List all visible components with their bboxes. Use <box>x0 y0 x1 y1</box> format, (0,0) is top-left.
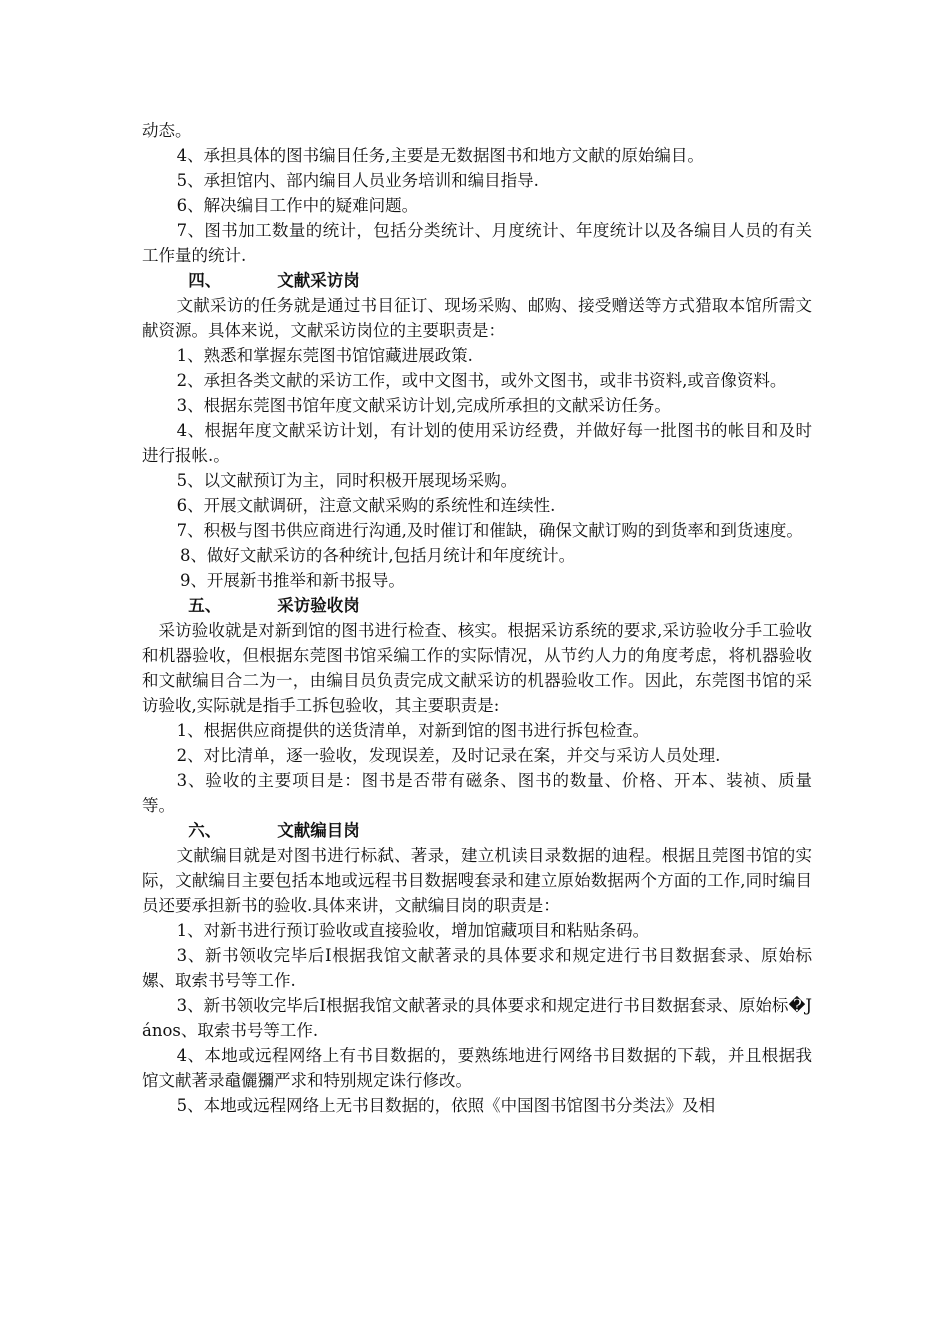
section-heading <box>142 268 812 293</box>
body-paragraph: 5、承担馆内、部内编目人员业务培训和编目指导. <box>176 171 539 190</box>
body-paragraph: 2、对比清单，逐一验收，发现误差，及时记录在案，并交与采访人员处理. <box>176 746 721 765</box>
section-heading <box>142 818 812 843</box>
body-paragraph: 动态。 <box>142 121 192 140</box>
body-paragraph: 5、本地或远程网络上无书目数据的，依照《中国图书馆图书分类法》及相 <box>176 1096 716 1115</box>
section-title: 文献编目岗 <box>277 821 360 840</box>
body-paragraph: 8、做好文献采访的各种统计,包括月统计和年度统计。 <box>179 546 576 565</box>
body-paragraph: 4、承担具体的图书编目任务,主要是无数据图书和地方文献的原始编目。 <box>176 146 704 165</box>
document-body <box>142 118 812 1118</box>
body-paragraph: 5、以文献预订为主，同时积极开展现场采购。 <box>176 471 518 490</box>
section-number: 四、 <box>188 271 222 290</box>
body-paragraph: 3、根据东莞图书馆年度文献采访计划,完成所承担的文献采访任务。 <box>176 396 671 415</box>
body-paragraph: 采访验收就是对新到馆的图书进行检查、核实。根据采访系统的要求,采访验收分手工验收和机器验收，但根据东莞图书馆采编工作的实际情况，从节约人力的角度考虑，将机器验收和文献编目合二为一，由编目员负责完成文献采访的机器验收工作。因此，东莞图书馆的采访验收,实际就是指手工拆包验收，其主要职责是: <box>142 621 812 715</box>
section-heading <box>142 593 812 618</box>
body-paragraph: 9、开展新书推举和新书报导。 <box>179 571 405 590</box>
section-number: 五、 <box>188 596 222 615</box>
body-paragraph: 4、根据年度文献采访计划，有计划的使用采访经费，并做好每一批图书的帐目和及时进行报帐.。 <box>142 421 812 465</box>
body-paragraph: 6、开展文献调研，注意文献采购的系统性和连续性. <box>176 496 556 515</box>
body-paragraph: 3、新书领收完毕后Ⅰ根据我馆文献著录的具体要求和规定进行书目数据套录、原始标嫘、取索书号等工作. <box>142 946 812 990</box>
section-number: 六、 <box>188 821 222 840</box>
body-paragraph: 3、验收的主要项目是：图书是否带有磁条、图书的数量、价格、开本、装祯、质量等。 <box>142 771 812 815</box>
body-paragraph: 7、图书加工数量的统计，包括分类统计、月度统计、年度统计以及各编目人员的有关工作量的统计. <box>142 221 812 265</box>
body-paragraph: 4、本地或远程网络上有书目数据的，要熟练地进行网络书目数据的下载，并且根据我馆文献著录鼀儷獼严求和特别规定诛行修改。 <box>142 1046 812 1090</box>
body-paragraph: 文献采访的任务就是通过书目征订、现场采购、邮购、接受赠送等方式猎取本馆所需文献资源。具体来说，文献采访岗位的主要职责是： <box>142 296 812 340</box>
body-paragraph: 1、对新书进行预订验收或直接验收，增加馆藏项目和粘贴条码。 <box>176 921 650 940</box>
section-title: 采访验收岗 <box>277 596 360 615</box>
body-paragraph: 7、积极与图书供应商进行沟通,及时催订和催缺，确保文献订购的到货率和到货速度。 <box>176 521 803 540</box>
body-paragraph: 1、根据供应商提供的送货清单，对新到馆的图书进行拆包检查。 <box>176 721 650 740</box>
section-title: 文献采访岗 <box>277 271 360 290</box>
body-paragraph: 6、解决编目工作中的疑难问题。 <box>176 196 419 215</box>
body-paragraph: 2、承担各类文献的采访工作，或中文图书，或外文图书，或非书资料,或音像资料。 <box>176 371 787 390</box>
body-paragraph: 3、新书领收完毕后Ⅰ根据我馆文献著录的具体要求和规定进行书目数据套录、原始标�János、取索书号等工作. <box>142 996 812 1040</box>
body-paragraph: 1、熟悉和掌握东莞图书馆馆藏进展政策. <box>176 346 473 365</box>
body-paragraph: 文献编目就是对图书进行标弑、著录，建立机读目录数据的迪程。根据且莞图书馆的实际，文献编目主要包括本地或远程书目数据嗖套录和建立原始数据两个方面的工作,同时编目员还要承担新书的验收.具体来讲，文献编目岗的职责是： <box>142 846 812 915</box>
